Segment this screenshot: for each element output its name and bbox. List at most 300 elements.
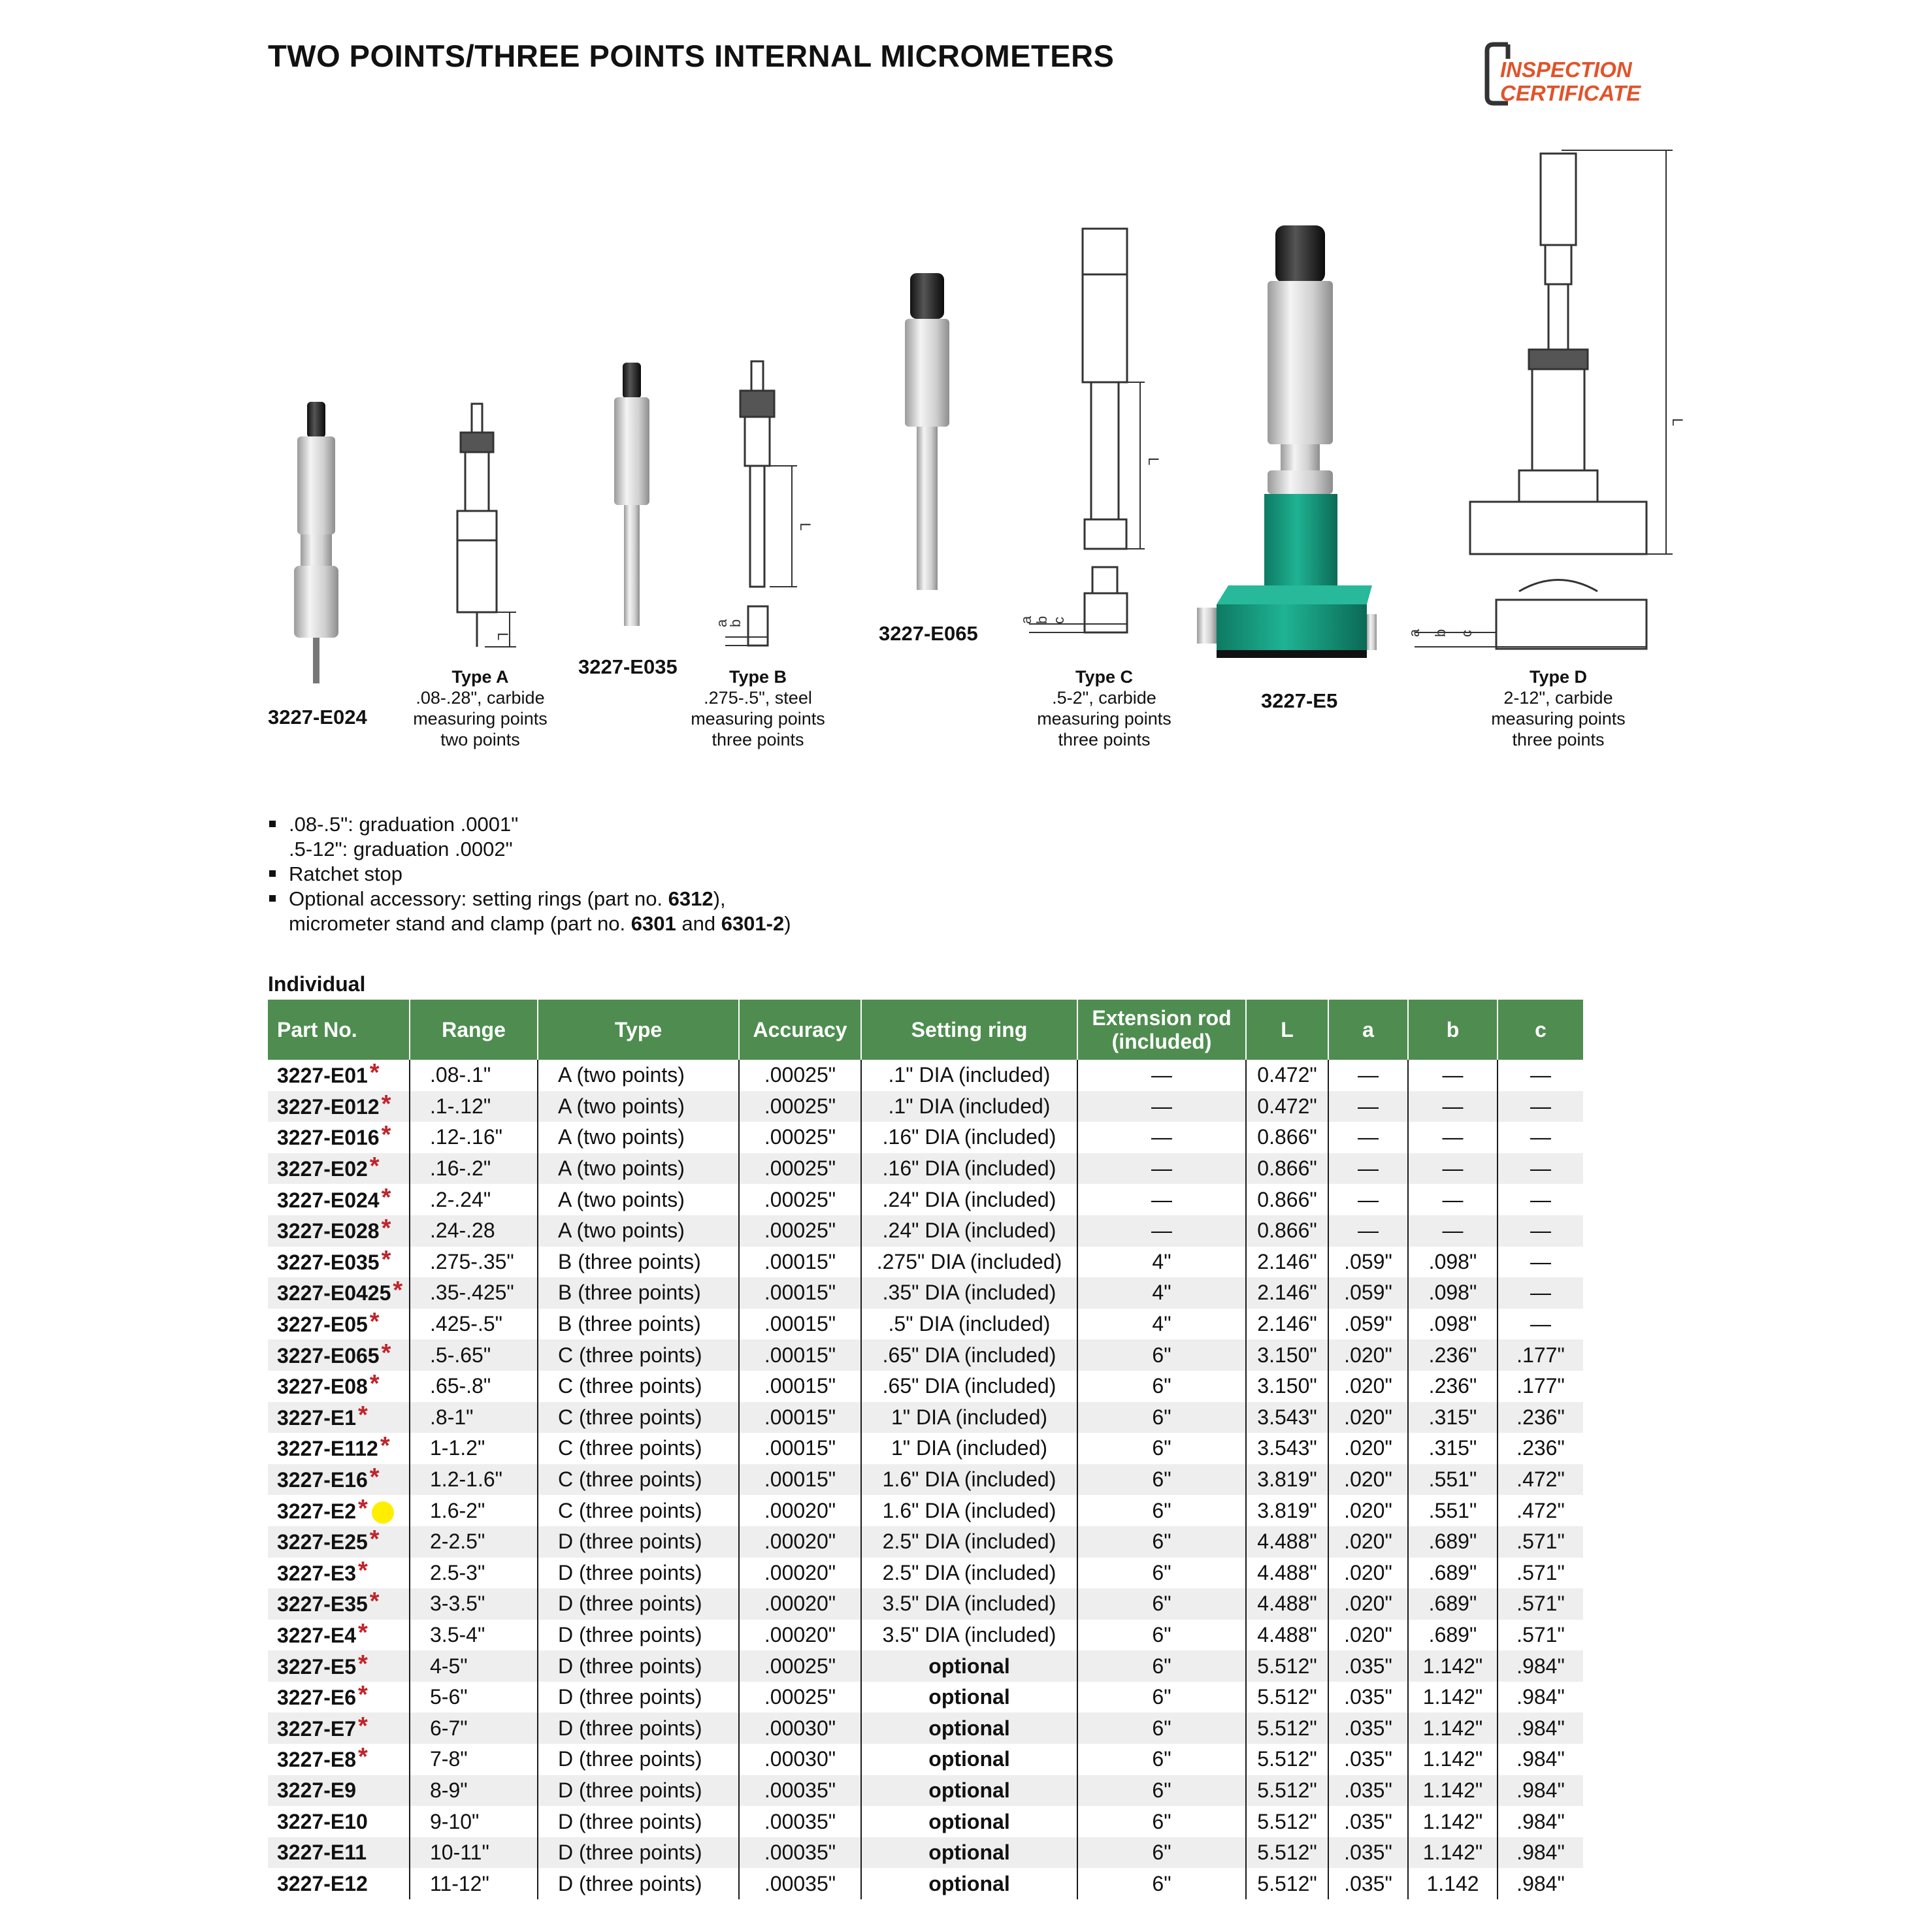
table-row [268,1309,1583,1340]
cell-extension-rod: 4" [1077,1277,1246,1309]
part-number: 3227-E6 [277,1686,356,1710]
inspection-certificate-star-icon: * [381,1215,391,1243]
table-row [268,1339,1583,1371]
cell-range: .275-.35" [410,1247,538,1278]
table-row [268,1091,1583,1122]
table-row [268,1837,1583,1869]
type-c-dim-c: c [1051,617,1067,624]
cell-l: 3.543" [1246,1433,1328,1464]
part-number: 3227-E028 [277,1219,380,1243]
micrometer-e035-photo [614,363,649,626]
cell-c: .984" [1516,1871,1565,1895]
part-number: 3227-E8 [277,1748,356,1772]
part-number: 3227-E4 [277,1623,356,1647]
cell-b: 1.142 [1408,1868,1498,1899]
table-row [268,1371,1583,1402]
cell-a: — [1328,1215,1408,1247]
type-b-dim-b: b [727,619,744,627]
cell-type: D (three points) [538,1806,739,1837]
cell-type: A (two points) [538,1215,739,1247]
cell-range: .425-.5" [410,1309,538,1340]
inspection-certificate-star-icon: * [369,1370,380,1398]
cell-part-no [268,1495,410,1526]
cell-accuracy: .00025" [739,1060,861,1091]
cell-l: 5.512" [1246,1837,1328,1869]
cell-range: 8-9" [410,1775,538,1807]
table-row [268,1682,1583,1713]
feature-stand-post: ) [784,912,791,935]
cell-b: — [1408,1091,1498,1122]
cell-a: .020" [1328,1433,1408,1464]
cell-accuracy: .00015" [739,1433,861,1464]
part-number: 3227-E25 [277,1530,368,1554]
cell-l: 3.819" [1246,1495,1328,1526]
cell-setting-ring: 3.5" DIA (included) [861,1620,1077,1651]
part-number: 3227-E35 [277,1592,368,1616]
inspection-certificate-star-icon: * [357,1712,368,1740]
cell-a: .020" [1328,1495,1408,1526]
table-row [268,1526,1583,1558]
inspection-certificate-star-icon: * [393,1277,403,1305]
col-b: b [1408,1000,1498,1060]
cell-type: D (three points) [538,1868,739,1899]
cell-extension-rod: 6" [1077,1712,1246,1744]
part-number: 3227-E01 [277,1064,368,1088]
cell-type: D (three points) [538,1620,739,1651]
cell-b: — [1408,1153,1498,1185]
cell-part-no [268,1775,410,1807]
cell-b: 1.142" [1408,1682,1498,1713]
inspection-certificate-star-icon: * [369,1526,380,1554]
cell-extension-rod: 6" [1077,1620,1246,1651]
part-number: 3227-E0425 [277,1281,391,1305]
cell-accuracy: .00030" [739,1744,861,1775]
cell-b: 1.142" [1408,1837,1498,1869]
cell-type: C (three points) [538,1402,739,1433]
inspection-certificate-star-icon: * [381,1245,391,1273]
cell-accuracy: .00035" [739,1868,861,1899]
inspection-certificate-star-icon: * [369,1588,380,1616]
cell-l: 5.512" [1246,1712,1328,1744]
table-row [268,1868,1583,1899]
cell-b: — [1408,1060,1498,1091]
cell-part-no [268,1091,410,1122]
cell-l: 0.866" [1246,1153,1328,1185]
cell-part-no [268,1060,410,1091]
cell-extension-rod: 6" [1077,1526,1246,1558]
cell-part-no [268,1215,410,1247]
part-6301-2: 6301-2 [721,912,785,935]
cell-c: .984" [1516,1747,1565,1771]
cell-accuracy: .00020" [739,1526,861,1558]
cell-setting-ring: optional [861,1775,1077,1807]
cell-l: 0.866" [1246,1122,1328,1153]
cell-a: .035" [1328,1712,1408,1744]
table-row [268,1433,1583,1464]
cell-type: D (three points) [538,1650,739,1682]
caption-type-d [1477,666,1640,750]
logo-line2: CERTIFICATE [1500,81,1641,105]
feature-accessory-post: ), [713,887,726,910]
cell-accuracy: .00025" [739,1215,861,1247]
col-extension-rod-line2: (included) [1111,1030,1212,1053]
cell-range: 3.5-4" [410,1620,538,1651]
cell-range: 11-12" [410,1868,538,1899]
cell-accuracy: .00015" [739,1277,861,1309]
cell-b: 1.142" [1408,1806,1498,1837]
cell-c: .571" [1516,1560,1565,1584]
inspection-certificate-star-icon: * [357,1401,368,1429]
cell-type: D (three points) [538,1558,739,1589]
cell-c: .236" [1516,1436,1565,1460]
cell-accuracy: .00015" [739,1247,861,1278]
type-d-dim-b: b [1432,629,1449,637]
caption-type-d-line3: three points [1512,730,1605,749]
cell-extension-rod: 6" [1077,1682,1246,1713]
type-d-drawing [1415,150,1673,649]
col-c: c [1498,1000,1583,1060]
cell-setting-ring: .275" DIA (included) [861,1247,1077,1278]
cell-accuracy: .00025" [739,1122,861,1153]
type-d-dim-c: c [1458,630,1475,637]
cell-c: — [1498,1153,1583,1185]
micrometer-e5-photo [1197,225,1377,658]
cell-setting-ring: 2.5" DIA (included) [861,1526,1077,1558]
cell-l: 5.512" [1246,1682,1328,1713]
cell-setting-ring: .65" DIA (included) [861,1339,1077,1371]
cell-setting-ring: optional [861,1744,1077,1775]
cell-b: .315" [1408,1402,1498,1433]
table-row [268,1495,1583,1526]
label-e035: 3227-E035 [578,655,678,678]
type-c-drawing [1029,229,1145,632]
cell-accuracy: .00035" [739,1806,861,1837]
cell-extension-rod: 6" [1077,1402,1246,1433]
cell-a: .059" [1328,1309,1408,1340]
type-d-dim-l: L [1669,418,1686,427]
cell-a: .020" [1328,1464,1408,1496]
cell-a: .059" [1328,1277,1408,1309]
cell-type: D (three points) [538,1588,739,1620]
caption-type-b-line2: measuring points [691,709,825,729]
feature-graduation-line2: .5-12": graduation .0002" [289,838,513,860]
feature-ratchet-text: Ratchet stop [289,862,403,885]
cell-extension-rod: 6" [1077,1371,1246,1402]
cell-c: — [1498,1215,1583,1247]
cell-extension-rod: — [1077,1215,1246,1247]
cell-part-no [268,1526,410,1558]
cell-accuracy: .00020" [739,1620,861,1651]
part-number: 3227-E012 [277,1094,380,1119]
cell-setting-ring: 3.5" DIA (included) [861,1588,1077,1620]
cell-setting-ring: optional [861,1868,1077,1899]
cell-l: 4.488" [1246,1620,1328,1651]
table-row [268,1712,1583,1744]
cell-l: 2.146" [1246,1277,1328,1309]
cell-part-no [268,1339,410,1371]
cell-a: .020" [1328,1339,1408,1371]
cell-type: D (three points) [538,1682,739,1713]
type-c-dim-b: b [1034,615,1050,624]
cell-type: A (two points) [538,1091,739,1122]
caption-type-d-name: Type D [1529,667,1587,687]
cell-l: 5.512" [1246,1775,1328,1807]
bullet-marker [269,821,276,827]
cell-a: .035" [1328,1868,1408,1899]
caption-type-b-line3: three points [712,730,804,749]
caption-type-b-line1: .275-.5", steel [704,688,812,708]
part-number: 3227-E1 [277,1405,356,1430]
cell-type: D (three points) [538,1744,739,1775]
cell-type: B (three points) [538,1309,739,1340]
bullet-marker [269,870,276,877]
feature-accessory-text: Optional accessory: setting rings (part no. [289,887,668,910]
cell-b: — [1408,1184,1498,1215]
cell-l: 0.472" [1246,1060,1328,1091]
inspection-certificate-star-icon: * [357,1681,368,1709]
part-number: 3227-E08 [277,1375,368,1399]
cell-extension-rod: 6" [1077,1558,1246,1589]
cell-b: .098" [1408,1247,1498,1278]
cell-range: .2-.24" [410,1184,538,1215]
caption-type-a [399,666,562,750]
cell-range: 10-11" [410,1837,538,1869]
cell-c: .984" [1498,1712,1583,1744]
cell-c: .571" [1498,1526,1583,1558]
cell-a: — [1328,1184,1408,1215]
table-row [268,1060,1583,1091]
type-c-dim-a: a [1018,615,1034,624]
cell-part-no [268,1277,410,1309]
label-e024: 3227-E024 [268,706,367,729]
cell-type: B (three points) [538,1277,739,1309]
inspection-certificate-star-icon: * [369,1059,380,1087]
cell-a: .020" [1328,1620,1408,1651]
cell-range: .16-.2" [410,1153,538,1185]
part-number: 3227-E16 [277,1468,368,1492]
cell-extension-rod: 6" [1077,1868,1246,1899]
cell-setting-ring: optional [861,1806,1077,1837]
cell-part-no [268,1837,410,1869]
cell-extension-rod: — [1077,1060,1246,1091]
col-setting-ring: Setting ring [861,1000,1077,1060]
cell-type: D (three points) [538,1526,739,1558]
cell-l: 4.488" [1246,1558,1328,1589]
part-number: 3227-E9 [277,1778,356,1802]
type-b-dim-a: a [713,619,730,627]
cell-extension-rod: 6" [1077,1837,1246,1869]
cell-b: 1.142" [1408,1744,1498,1775]
part-number: 3227-E12 [277,1871,368,1895]
table-row [268,1806,1583,1837]
cell-extension-rod: 6" [1077,1464,1246,1496]
label-e065: 3227-E065 [879,622,978,645]
cell-accuracy: .00020" [739,1588,861,1620]
part-6312: 6312 [668,887,713,910]
cell-accuracy: .00025" [739,1091,861,1122]
cell-accuracy: .00025" [739,1650,861,1682]
feature-list [268,812,791,936]
cell-setting-ring: optional [861,1682,1077,1713]
cell-a: .035" [1328,1744,1408,1775]
table-row [268,1775,1583,1807]
type-d-dim-a: a [1406,629,1422,637]
cell-type: D (three points) [538,1712,739,1744]
cell-accuracy: .00015" [739,1371,861,1402]
cell-extension-rod: 6" [1077,1806,1246,1837]
cell-part-no [268,1868,410,1899]
cell-range: 1.6-2" [410,1495,538,1526]
cell-type: C (three points) [538,1371,739,1402]
cell-range: 5-6" [410,1682,538,1713]
cell-range: .08-.1" [410,1060,538,1091]
cell-l: 4.488" [1246,1588,1328,1620]
cell-extension-rod: 6" [1077,1650,1246,1682]
inspection-certificate-star-icon: * [357,1556,368,1584]
cell-extension-rod: — [1077,1153,1246,1185]
table-body [268,1060,1583,1899]
part-number: 3227-E3 [277,1561,356,1585]
cell-type: A (two points) [538,1122,739,1153]
cell-type: D (three points) [538,1775,739,1807]
cell-range: .65-.8" [410,1371,538,1402]
type-b-dim-l: L [797,523,813,531]
caption-type-a-line3: two points [440,730,520,749]
table-row [268,1247,1583,1278]
cell-l: 3.150" [1246,1339,1328,1371]
part-number: 3227-E2 [277,1499,356,1523]
col-type: Type [538,1000,739,1060]
feature-ratchet [268,862,791,887]
cell-c: .984" [1498,1837,1583,1869]
table-header-row [268,1000,1583,1060]
caption-type-a-line2: measuring points [413,709,548,729]
cell-range: 4-5" [410,1650,538,1682]
col-extension-rod [1077,1000,1246,1060]
table-row [268,1744,1583,1775]
inspection-certificate-star-icon: * [369,1153,380,1181]
cell-range: 2-2.5" [410,1526,538,1558]
cell-accuracy: .00025" [739,1153,861,1185]
col-range: Range [410,1000,538,1060]
cell-part-no [268,1744,410,1775]
cell-a: — [1328,1122,1408,1153]
cell-part-no [268,1464,410,1496]
caption-type-b-name: Type B [729,667,787,687]
cell-part-no [268,1682,410,1713]
cell-l: 0.866" [1246,1215,1328,1247]
cell-l: 5.512" [1246,1744,1328,1775]
cell-c: — [1530,1063,1551,1087]
cell-setting-ring: optional [861,1837,1077,1869]
caption-type-c-line3: three points [1058,730,1151,749]
product-illustrations [0,0,1932,771]
cell-l: 3.819" [1246,1464,1328,1496]
caption-type-a-name: Type A [451,667,509,687]
cell-b: .315" [1408,1433,1498,1464]
part-number: 3227-E7 [277,1716,356,1741]
col-l: L [1246,1000,1328,1060]
cell-setting-ring: .16" DIA (included) [861,1122,1077,1153]
cell-extension-rod: 4" [1077,1247,1246,1278]
cell-range: 1.2-1.6" [410,1464,538,1496]
cell-a: .020" [1328,1588,1408,1620]
inspection-certificate-star-icon: * [381,1090,391,1118]
part-number: 3227-E05 [277,1313,368,1337]
cell-c: .236" [1498,1402,1583,1433]
inspection-certificate-star-icon: * [357,1494,368,1522]
cell-extension-rod: 6" [1077,1495,1246,1526]
cell-setting-ring: 2.5" DIA (included) [861,1558,1077,1589]
cell-range: .12-.16" [410,1122,538,1153]
cell-part-no [268,1184,410,1215]
table-row [268,1402,1583,1433]
inspection-certificate-star-icon: * [369,1464,380,1492]
cell-c: — [1530,1187,1551,1211]
cell-b: .236" [1408,1339,1498,1371]
cell-a: .020" [1328,1526,1408,1558]
caption-type-b [676,666,840,750]
cell-l: 2.146" [1246,1309,1328,1340]
caption-type-d-line2: measuring points [1491,709,1626,729]
type-c-dim-l: L [1145,457,1162,466]
table-row [268,1650,1583,1682]
table-row [268,1215,1583,1247]
cell-l: 5.512" [1246,1868,1328,1899]
cell-l: 4.488" [1246,1526,1328,1558]
cell-a: .035" [1328,1837,1408,1869]
cell-accuracy: .00015" [739,1339,861,1371]
cell-b: 1.142" [1408,1712,1498,1744]
cell-c: — [1498,1091,1583,1122]
cell-setting-ring: .65" DIA (included) [861,1371,1077,1402]
inspection-certificate-star-icon: * [357,1743,368,1771]
cell-c: .571" [1516,1622,1565,1646]
cell-accuracy: .00020" [739,1495,861,1526]
inspection-certificate-star-icon: * [369,1308,380,1336]
cell-a: .020" [1328,1371,1408,1402]
cell-part-no [268,1309,410,1340]
cell-range: 7-8" [410,1744,538,1775]
part-number: 3227-E065 [277,1343,380,1367]
label-e5: 3227-E5 [1261,689,1338,712]
table-row [268,1588,1583,1620]
cell-setting-ring: 1" DIA (included) [861,1402,1077,1433]
inspection-certificate-star-icon: * [357,1650,368,1678]
inspection-certificate-star-icon: * [381,1339,391,1367]
cell-type: A (two points) [538,1153,739,1185]
cell-part-no [268,1153,410,1185]
feature-stand-and: and [676,912,721,935]
cell-part-no [268,1247,410,1278]
cell-a: .059" [1328,1247,1408,1278]
cell-range: .8-1" [410,1402,538,1433]
cell-type: C (three points) [538,1339,739,1371]
cell-part-no [268,1806,410,1837]
cell-c: — [1530,1125,1551,1149]
cell-accuracy: .00025" [739,1682,861,1713]
cell-c: — [1530,1249,1551,1273]
feature-accessory [268,887,791,936]
cell-b: .689" [1408,1620,1498,1651]
cell-type: C (three points) [538,1495,739,1526]
cell-setting-ring: .35" DIA (included) [861,1277,1077,1309]
cell-setting-ring: optional [861,1712,1077,1744]
part-number: 3227-E10 [277,1809,368,1833]
cell-c: .177" [1498,1339,1583,1371]
cell-setting-ring: .24" DIA (included) [861,1215,1077,1247]
inspection-certificate-star-icon: * [381,1121,391,1149]
